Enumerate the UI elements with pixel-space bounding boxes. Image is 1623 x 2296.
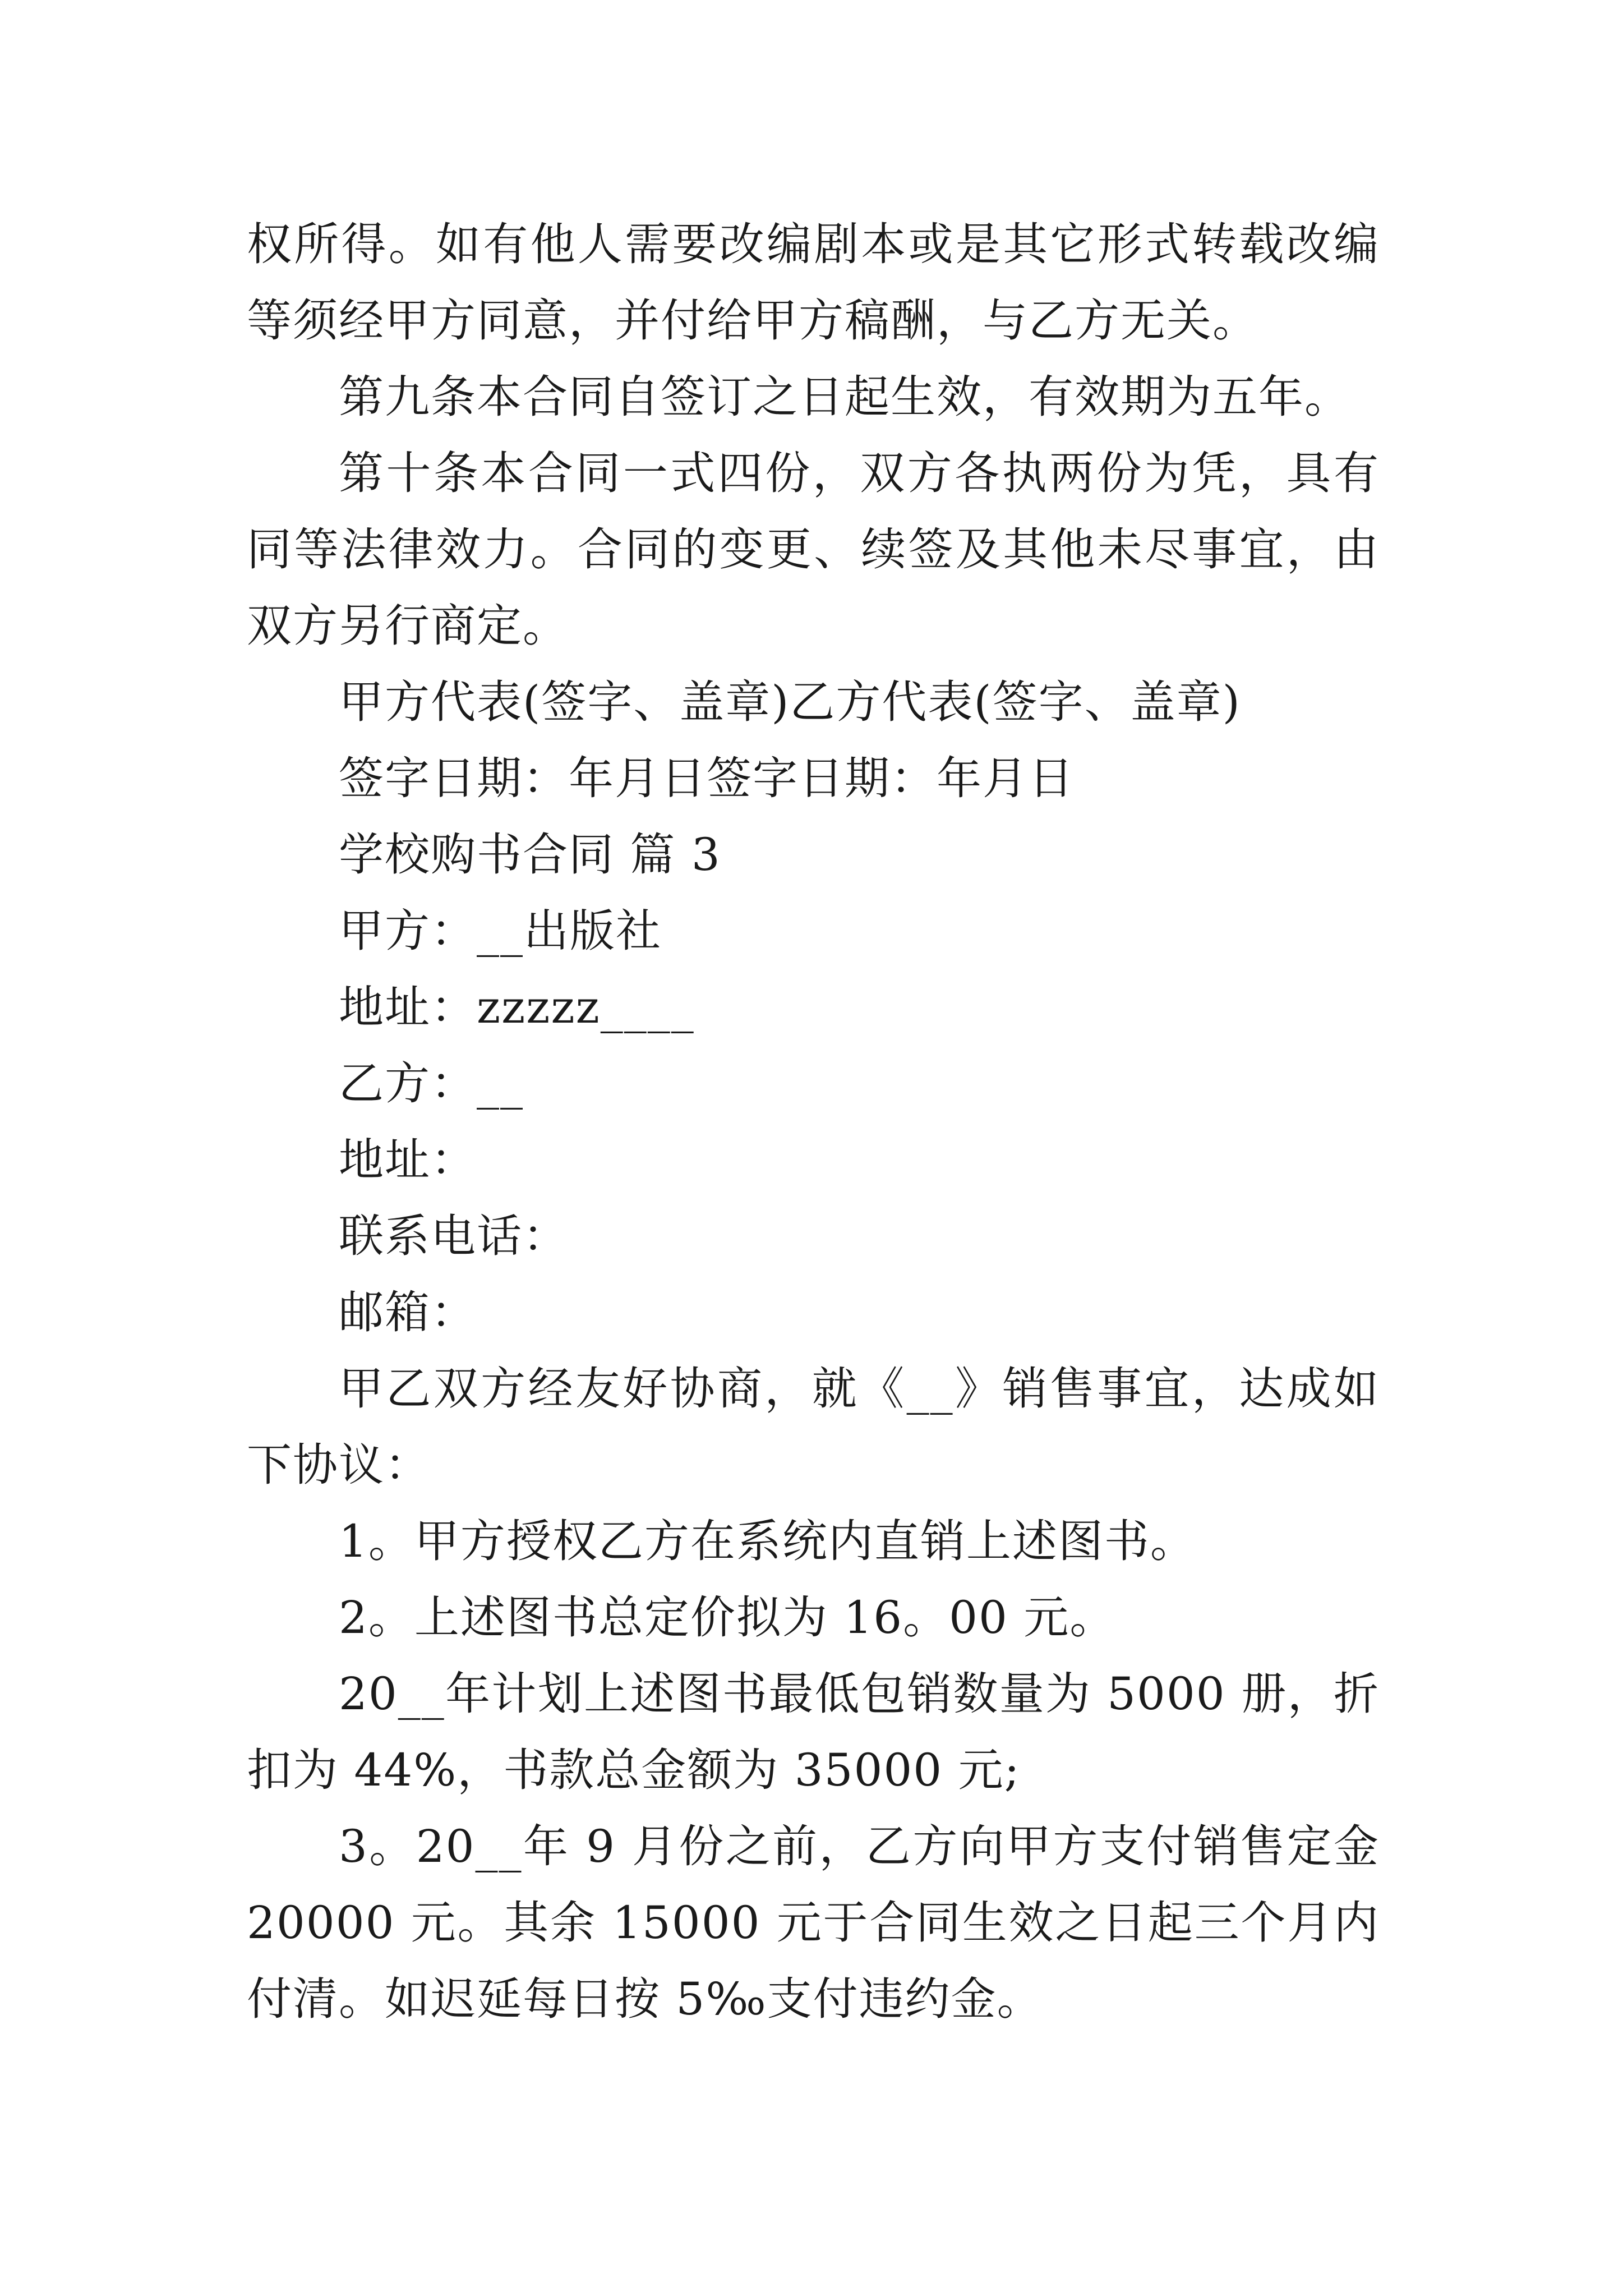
clause-2-detail: 20__年计划上述图书最低包销数量为 5000 册，折扣为 44%，书款总金额为 35000 元; xyxy=(247,1668,1380,1796)
document-body xyxy=(247,206,1380,2037)
party-b-phone: 联系电话： xyxy=(339,1210,569,1262)
paragraph-signatures: 甲方代表(签字、盖章)乙方代表(签字、盖章) xyxy=(339,676,1241,728)
party-b-email: 邮箱： xyxy=(339,1286,477,1338)
party-b-name: 乙方：__ xyxy=(339,1057,524,1110)
party-b-address: 地址： xyxy=(339,1134,477,1186)
paragraph-copyright-clause: 权所得。如有他人需要改编剧本或是其它形式转载改编等须经甲方同意，并付给甲方稿酬，与乙方无关。 xyxy=(247,218,1380,347)
paragraph-agreement-intro: 甲乙双方经友好协商，就《__》销售事宜，达成如下协议： xyxy=(247,1363,1380,1491)
clause-2: 2。上述图书总定价拟为 16。00 元。 xyxy=(339,1591,1116,1644)
party-a-name: 甲方：__出版社 xyxy=(339,905,662,957)
clause-3: 3。20__年 9 月份之前，乙方向甲方支付销售定金 20000 元。其余 15000 元于合同生效之日起三个月内付清。如迟延每日按 5‰支付违约金。 xyxy=(247,1820,1380,2025)
section-title: 学校购书合同 篇 3 xyxy=(339,829,721,881)
paragraph-article-9: 第九条本合同自签订之日起生效，有效期为五年。 xyxy=(339,371,1350,423)
paragraph-sign-dates: 签字日期：年月日签字日期：年月日 xyxy=(339,752,1075,804)
party-a-address: 地址：zzzzz____ xyxy=(339,981,695,1033)
paragraph-article-10: 第十条本合同一式四份，双方各执两份为凭，具有同等法律效力。合同的变更、续签及其他未尽事宜，由双方另行商定。 xyxy=(247,447,1380,652)
clause-1: 1。甲方授权乙方在系统内直销上述图书。 xyxy=(339,1515,1196,1567)
